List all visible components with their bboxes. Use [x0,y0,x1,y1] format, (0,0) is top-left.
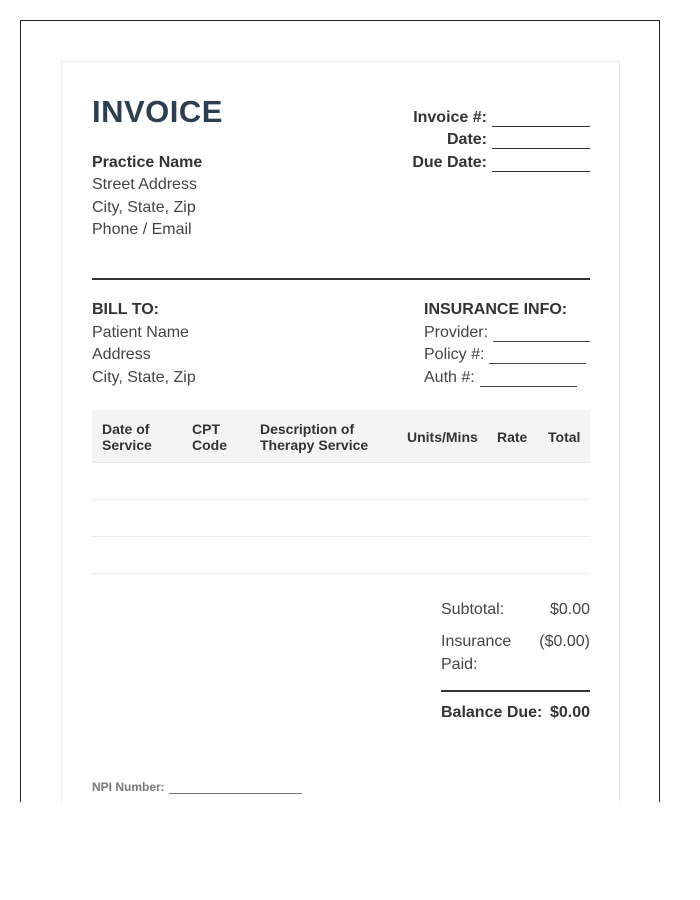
npi-blank[interactable] [169,782,302,794]
bill-to-heading: BILL TO: [92,301,159,318]
insurance-policy-label: Policy #: [424,346,485,363]
insurance-policy-blank[interactable] [489,349,586,364]
insurance-paid-label-line2: Paid: [441,656,478,673]
bill-to-patient: Patient Name [92,324,189,341]
insurance-provider-field[interactable] [424,324,590,342]
invoice-date-label: Date: [446,131,487,148]
balance-due-value: $0.00 [549,704,590,721]
column-units: Units/Mins [407,429,478,445]
table-row-divider [92,536,590,537]
invoice-date-field[interactable] [447,131,590,149]
balance-due-label: Balance Due: [441,704,543,721]
practice-city: City, State, Zip [92,199,196,216]
insurance-auth-field[interactable] [424,369,577,387]
npi-label: NPI Number: [92,780,165,794]
column-rate: Rate [497,429,528,445]
invoice-date-blank[interactable] [492,134,590,149]
invoice-number-blank[interactable] [492,112,590,127]
services-table-header [92,410,590,463]
due-date-blank[interactable] [492,157,590,172]
column-date-of-service [102,421,152,453]
due-date-field[interactable] [412,154,590,172]
practice-name: Practice Name [92,154,203,171]
header-divider [92,278,590,280]
insurance-auth-blank[interactable] [480,372,577,387]
table-row-divider [92,499,590,500]
column-cpt-line2: Code [192,437,227,453]
bill-to-address: Address [92,346,151,363]
npi-field[interactable] [92,780,302,794]
column-date-line1: Date of [102,421,150,437]
due-date-label: Due Date: [412,154,487,171]
insurance-provider-label: Provider: [424,324,489,341]
practice-street: Street Address [92,176,197,193]
subtotal-value: $0.00 [549,601,590,618]
column-date-line2: Service [102,437,152,453]
column-desc-line1: Description of [260,421,355,437]
insurance-heading: INSURANCE INFO: [424,301,568,318]
column-desc-line2: Therapy Service [260,437,369,453]
insurance-paid-value: ($0.00) [539,633,590,650]
bill-to-city: City, State, Zip [92,369,196,386]
insurance-paid-label-line1: Insurance [441,633,512,650]
insurance-paid-label [441,630,511,676]
invoice-number-field[interactable] [413,109,590,127]
invoice-title: INVOICE [92,94,223,129]
insurance-policy-field[interactable] [424,346,586,364]
table-row-divider [92,573,590,574]
insurance-auth-label: Auth #: [424,369,475,386]
insurance-provider-blank[interactable] [493,327,590,342]
column-cpt-code [192,421,227,453]
invoice-number-label: Invoice #: [413,109,487,126]
summary-divider [441,690,590,692]
subtotal-label: Subtotal: [441,601,505,618]
column-description [260,421,368,453]
column-total: Total [548,429,581,445]
column-cpt-line1: CPT [192,421,220,437]
practice-contact: Phone / Email [92,221,192,238]
